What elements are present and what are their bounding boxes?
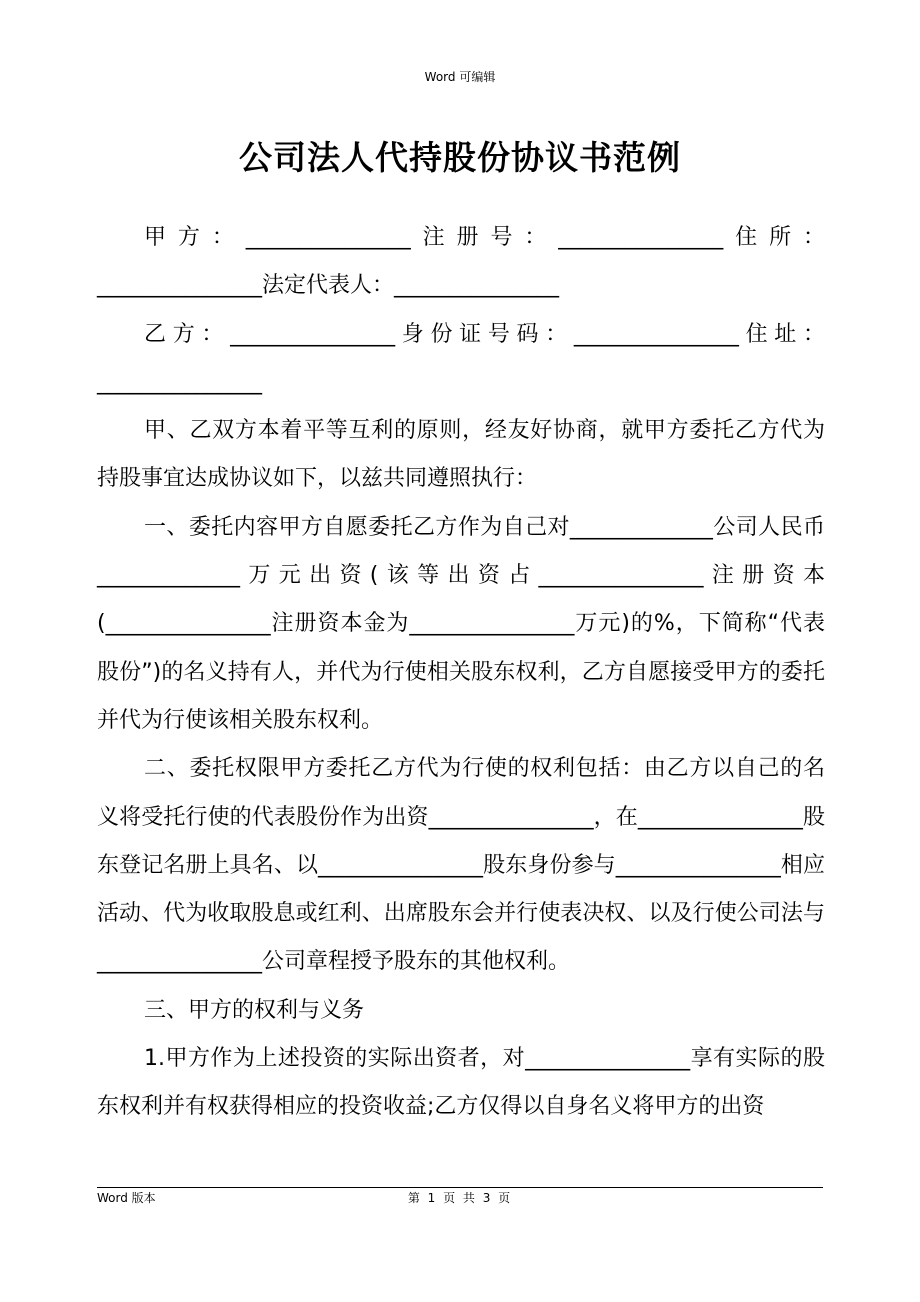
paragraph-clause-2: 二、委托权限甲方委托乙方代为行使的权利包括：由乙方以自己的名义将受托行使的代表股份作为出资_______________，在_______________股东登记名册上具名、以_______________股东身份参与_______________相应活动、代为收取股息或红利、出席股东会并行使表决权、以及行使公司法与_______________公司章程授予股东的其他权利。 [97, 756, 825, 975]
paragraph-preamble: 甲、乙双方本着平等互利的原则，经友好协商，就甲方委托乙方代为持股事宜达成协议如下，以兹共同遵照执行： [97, 418, 825, 492]
paragraph-party-a: 甲方：_______________注册号：_______________住所：_______________法定代表人：_______________ [97, 225, 825, 299]
page-header-note: Word 可编辑 [424, 70, 496, 84]
footer-divider [97, 1187, 823, 1188]
paragraph-clause-3-heading: 三、甲方的权利与义务 [144, 997, 365, 1023]
document-title: 公司法人代持股份协议书范例 [239, 138, 681, 177]
footer-page-number: 第 1 页 共 3 页 [407, 1191, 513, 1205]
paragraph-party-b: 乙方：_______________身份证号码：_______________住址：_______________ [97, 321, 825, 395]
paragraph-clause-3-item-1: 1.甲方作为上述投资的实际出资者，对_______________享有实际的股东权利并有权获得相应的投资收益;乙方仅得以自身名义将甲方的出资 [97, 1046, 825, 1120]
paragraph-clause-1: 一、委托内容甲方自愿委托乙方作为自己对_____________公司人民币_____________万元出资(该等出资占_______________注册资本(_______________注册资本金为_______________万元)的%，下简称“代表股份”)的名义持有人，并代为行使相关股东权利，乙方自愿接受甲方的委托并代为行使该相关股东权利。 [97, 514, 825, 733]
document-body [97, 214, 825, 1132]
footer-version-label: Word 版本 [97, 1191, 156, 1205]
